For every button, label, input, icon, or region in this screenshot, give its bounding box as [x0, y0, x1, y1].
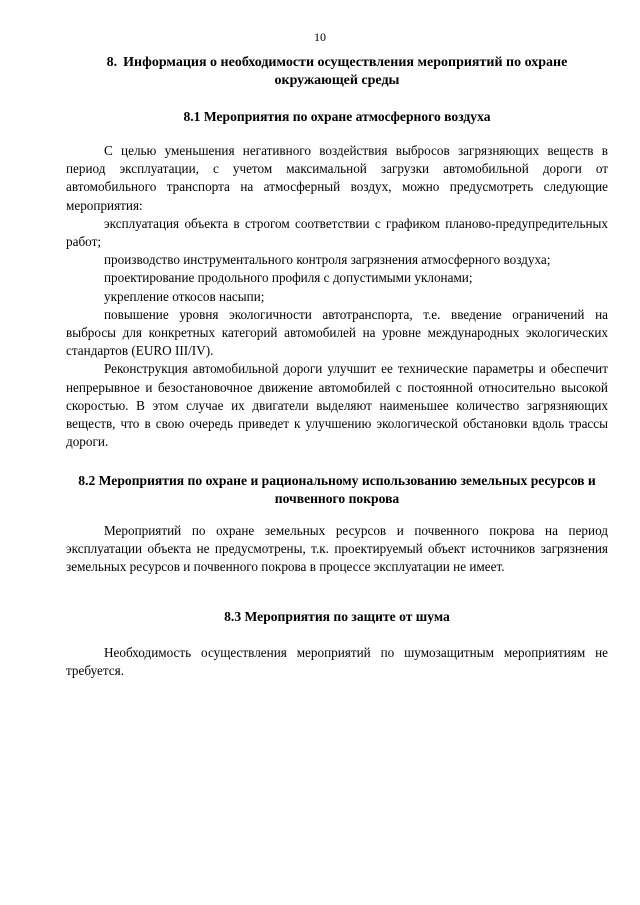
measure-item-4: укрепление откосов насыпи; [104, 288, 265, 304]
section-8-3-body [66, 644, 608, 680]
section-8-3-heading: 8.3 Мероприятия по защите от шума [224, 609, 450, 624]
section-8-1-intro: С целью уменьшения негативного воздействия выбросов загрязняющих веществ в период эксплуатации, с учетом максимальной загрузки автомобильной дороги от автомобильного транспорта на атмосферный воздух, можно предусмотреть следующие мероприятия: [66, 143, 608, 213]
measure-item-1: эксплуатация объекта в строгом соответствии с графиком планово-предупредительных работ; [66, 215, 608, 250]
section-8-1-heading: 8.1 Мероприятия по охране атмосферного воздуха [183, 109, 491, 124]
section-8-heading [66, 54, 608, 90]
section-8-title: Информация о необходимости осуществления мероприятий по охране окружающей среды [123, 55, 568, 88]
page-number: 10 [314, 30, 326, 44]
section-8-2-text: Мероприятий по охране земельных ресурсов и почвенного покрова на период эксплуатации объекта не предусмотрены, т.к. проектируемый объект источников загрязнения земельных ресурсов и почвенного покрова в процессе эксплуатации не имеет. [66, 523, 608, 575]
section-8-2-body [66, 522, 608, 577]
section-8-3-text: Необходимость осуществления мероприятий по шумозащитным мероприятиям не требуется. [66, 645, 608, 679]
section-8-2-heading: 8.2 Мероприятия по охране и рациональному использованию земельных ресурсов и почвенного покрова [78, 473, 596, 506]
measure-item-2: производство инструментального контроля загрязнения атмосферного воздуха; [104, 252, 551, 268]
measure-item-5: повышение уровня экологичности автотранспорта, т.е. введение ограничений на выбросы для конкретных категорий автомобилей на уровне международных экологических стандартов (EURO III/IV). [66, 306, 608, 359]
measure-item-3: проектирование продольного профиля с допустимыми уклонами; [104, 270, 473, 286]
section-8-1-conclusion: Реконструкция автомобильной дороги улучшит ее технические параметры и обеспечит непрерывное и безостановочное движение автомобилей с постоянной относительно высокой скоростью. В этом случае их двигатели выделяют наименьшее количество загрязняющих веществ, что в свою очередь приведет к улучшению экологической обстановки вдоль трассы дороги. [66, 361, 608, 450]
section-8-number: 8. [106, 55, 118, 70]
section-8-1-body [66, 142, 608, 451]
